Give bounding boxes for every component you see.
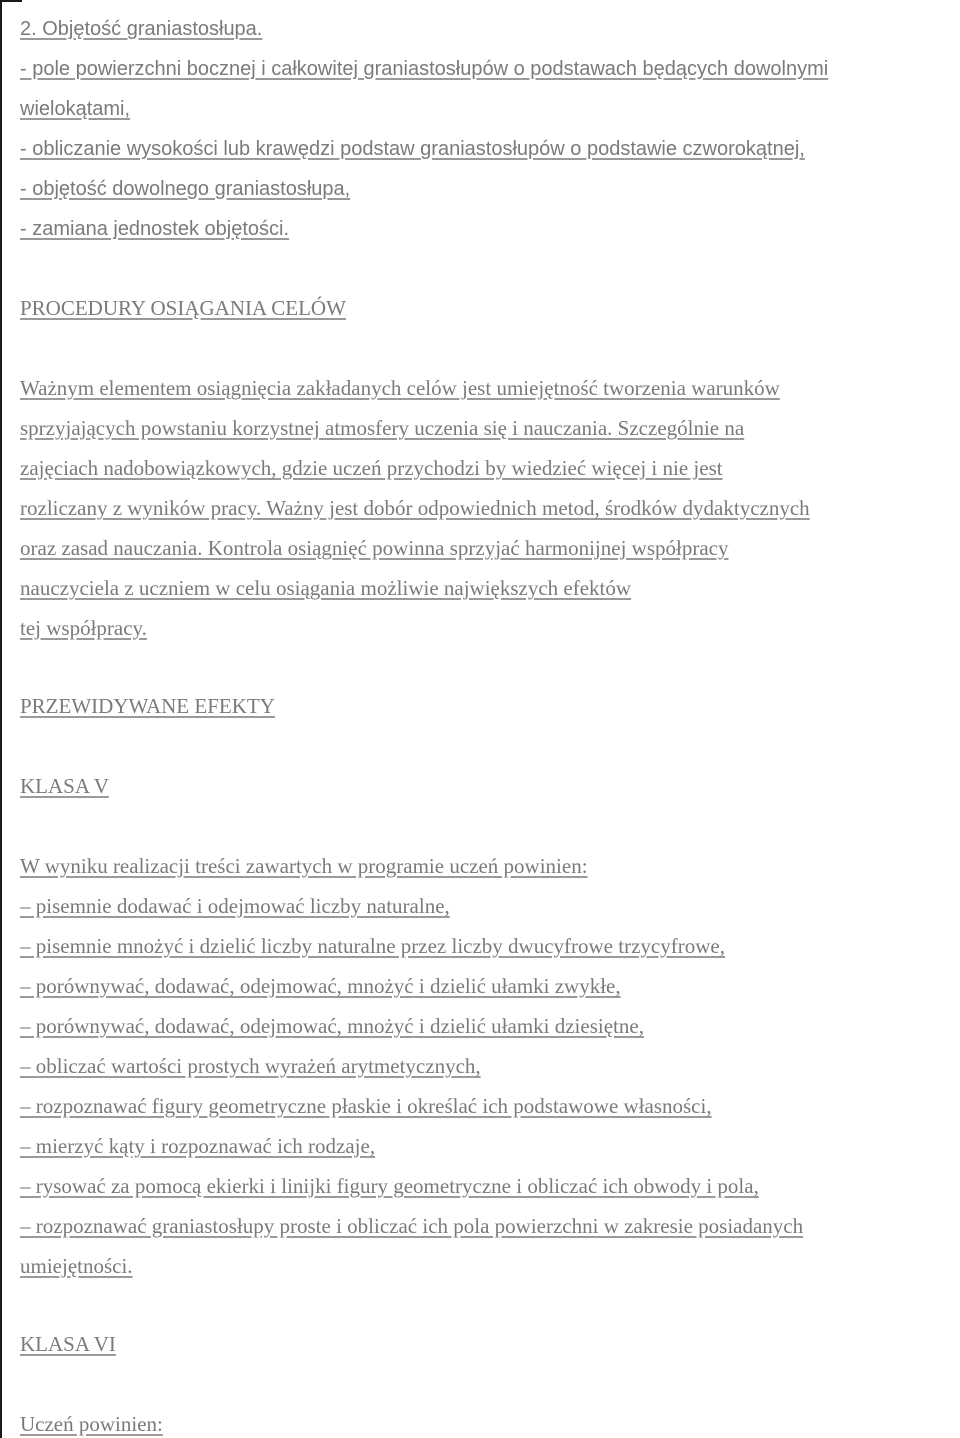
procedures-line: nauczyciela z uczniem w celu osiągania możliwie największych efektów (20, 576, 632, 600)
class5-intro: W wyniku realizacji treści zawartych w programie uczeń powinien: (20, 854, 588, 878)
class5-item: – rozpoznawać graniastosłupy proste i obliczać ich pola powierzchni w zakresie posiadanych (20, 1214, 804, 1238)
page-top-border (0, 0, 22, 2)
class5-item: – obliczać wartości prostych wyrażeń arytmetycznych, (20, 1054, 481, 1078)
procedures-line: oraz zasad nauczania. Kontrola osiągnięć powinna sprzyjać harmonijnej współpracy (20, 536, 729, 560)
procedures-line: sprzyjających powstaniu korzystnej atmosfery uczenia się i nauczania. Szczególnie na (20, 416, 745, 440)
procedures-heading: PROCEDURY OSIĄGANIA CELÓW (20, 296, 346, 320)
class5-item: – rysować za pomocą ekierki i linijki figury geometryczne i obliczać ich obwody i pola, (20, 1174, 759, 1198)
class5-heading: KLASA V (20, 774, 109, 798)
scope-item: - pole powierzchni bocznej i całkowitej graniastosłupów o podstawach będących dowolnymi (20, 58, 829, 80)
class5-item: – mierzyć kąty i rozpoznawać ich rodzaje, (20, 1134, 376, 1158)
scope-item: - obliczanie wysokości lub krawędzi podstaw graniastosłupów o podstawie czworokątnej, (20, 138, 805, 160)
class6-heading: KLASA VI (20, 1332, 116, 1356)
scope-item: wielokątami, (20, 98, 131, 120)
class5-item: – rozpoznawać figury geometryczne płaskie i określać ich podstawowe własności, (20, 1094, 712, 1118)
procedures-line: tej współpracy. (20, 616, 147, 640)
effects-heading: PRZEWIDYWANE EFEKTY (20, 694, 275, 718)
procedures-line: zajęciach nadobowiązkowych, gdzie uczeń przychodzi by wiedzieć więcej i nie jest (20, 456, 723, 480)
class5-item: – pisemnie dodawać i odejmować liczby naturalne, (20, 894, 450, 918)
page-left-border (0, 0, 2, 1438)
procedures-line: rozliczany z wyników pracy. Ważny jest dobór odpowiednich metod, środków dydaktycznych (20, 496, 810, 520)
scope-item: - objętość dowolnego graniastosłupa, (20, 178, 351, 200)
class5-item: – pisemnie mnożyć i dzielić liczby naturalne przez liczby dwucyfrowe trzycyfrowe, (20, 934, 725, 958)
class5-item: – porównywać, dodawać, odejmować, mnożyć i dzielić ułamki dziesiętne, (20, 1014, 644, 1038)
procedures-line: Ważnym elementem osiągnięcia zakładanych celów jest umiejętność tworzenia warunków (20, 376, 780, 400)
scope-item: - zamiana jednostek objętości. (20, 218, 290, 240)
scope-title: 2. Objętość graniastosłupa. (20, 18, 263, 40)
class5-item: – porównywać, dodawać, odejmować, mnożyć i dzielić ułamki zwykłe, (20, 974, 621, 998)
class6-intro: Uczeń powinien: (20, 1412, 163, 1436)
class5-item: umiejętności. (20, 1254, 133, 1278)
